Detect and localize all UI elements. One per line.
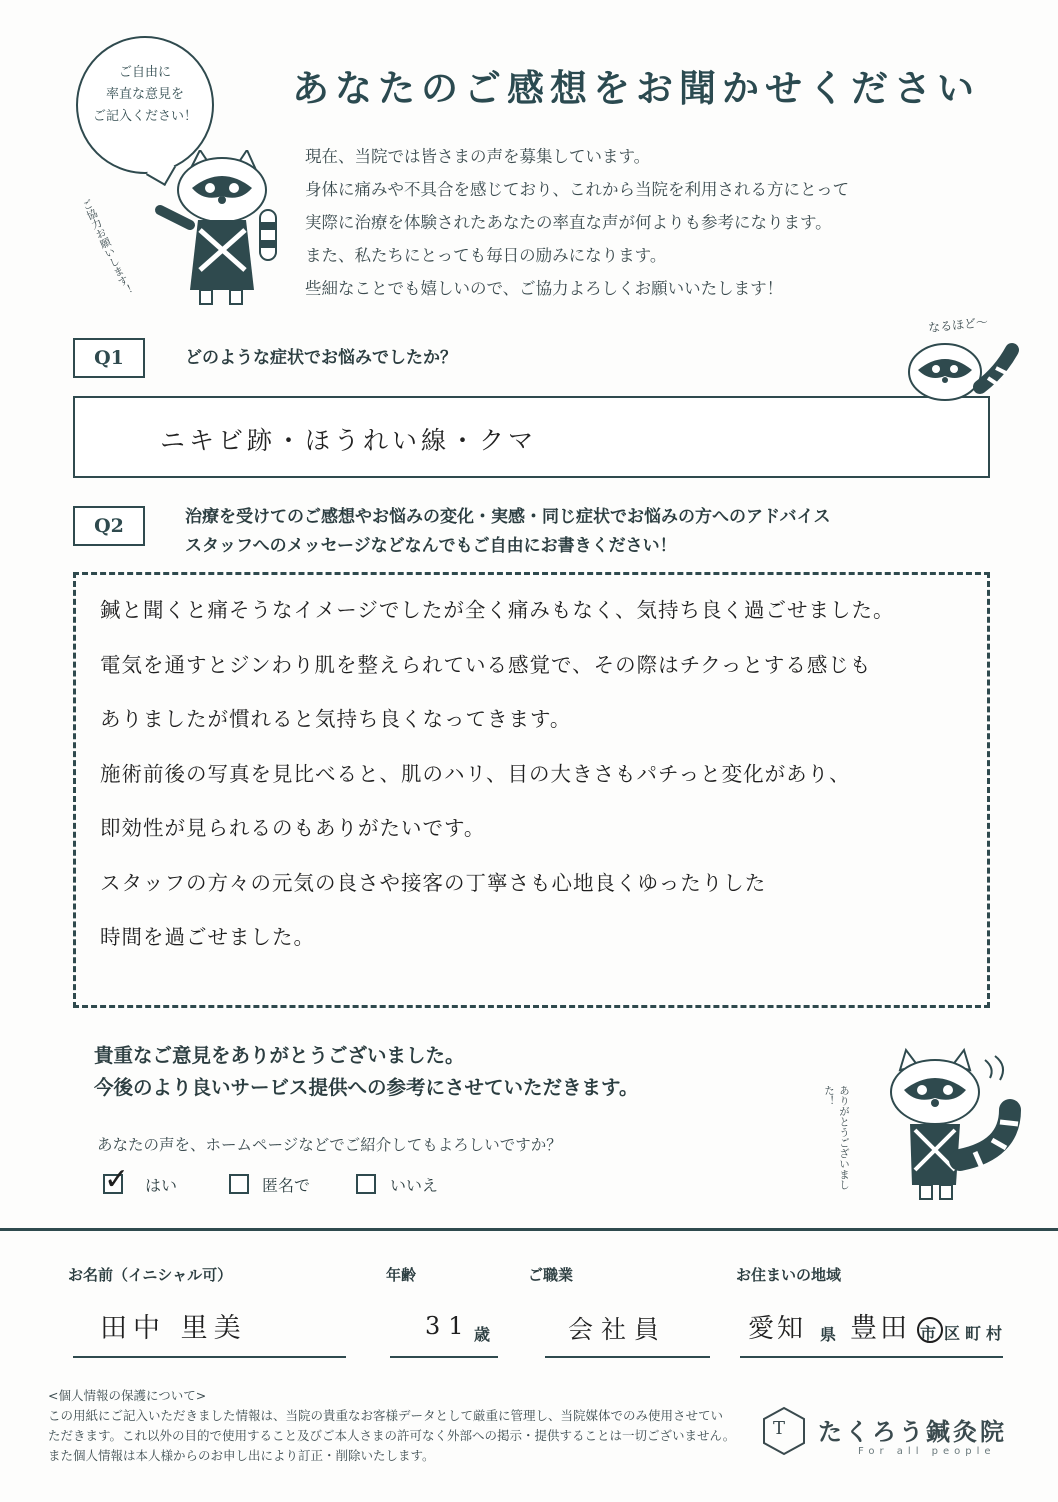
consent-yes-label: はい: [145, 1176, 178, 1195]
city-type-option[interactable]: 村: [986, 1324, 1003, 1343]
intro-line: 現在、当院では皆さまの声を募集しています。: [305, 147, 651, 166]
q2-answer-line: 電気を通すとジンわり肌を整えられている感覚で、その際はチクっとする感じも: [100, 652, 872, 677]
area-field[interactable]: [740, 1356, 1003, 1358]
intro-text: [305, 140, 849, 305]
side-note: ご協力お願いします！: [79, 197, 135, 298]
age-value: 31: [425, 1312, 472, 1340]
job-value: 会社員: [568, 1315, 668, 1344]
age-field[interactable]: [390, 1356, 498, 1358]
city-type-option[interactable]: 町: [965, 1324, 982, 1343]
thanks-line: 今後のより良いサービス提供への参考にさせていただきます。: [94, 1076, 639, 1099]
area-label: お住まいの地域: [736, 1266, 842, 1284]
q2-answer-line: 即効性が見られるのもありがたいです。: [100, 816, 486, 840]
q2-question: [185, 503, 831, 561]
brand-tagline: For all people: [858, 1446, 996, 1457]
consent-anonymous-checkbox[interactable]: [229, 1174, 249, 1194]
intro-line: 些細なことでも嬉しいので、ご協力よろしくお願いいたします！: [305, 279, 784, 298]
city-type-option[interactable]: 区: [944, 1324, 961, 1343]
prefecture-unit: 県: [820, 1325, 837, 1344]
intro-line: また、私たちにとっても毎日の励みになります。: [305, 246, 667, 265]
check-mark-icon: ✓: [104, 1162, 130, 1197]
q1-label: Q1: [73, 338, 145, 378]
job-label: ご職業: [528, 1266, 574, 1284]
privacy-line: ただきます。これ以外の目的で使用すること及びご本人さまの許可なく外部への掲示・提供することは一切ございません。: [48, 1428, 736, 1443]
name-label: お名前（イニシャル可）: [68, 1266, 233, 1284]
age-label: 年齢: [386, 1266, 417, 1284]
raccoon-mascot-icon: [150, 150, 290, 310]
bubble-line: ご記入ください！: [92, 109, 197, 124]
thanks-line: 貴重なご意見をありがとうございました。: [94, 1044, 465, 1067]
consent-no-label: いいえ: [390, 1176, 439, 1195]
intro-line: 身体に痛みや不具合を感じており、これから当院を利用される方にとって: [305, 180, 850, 199]
consent-question: あなたの声を、ホームページなどでご紹介してもよろしいですか？: [97, 1136, 562, 1154]
bubble-line: ご自由に: [118, 65, 171, 80]
name-value: 田中 里美: [100, 1313, 247, 1344]
q2-question-line: スタッフへのメッセージなどなんでもご自由にお書きください！: [185, 536, 677, 556]
q2-answer-line: 時間を過ごせました。: [100, 925, 315, 949]
q1-answer: ニキビ跡・ほうれい線・クマ: [160, 426, 538, 455]
name-field[interactable]: [73, 1356, 346, 1358]
prefecture-value: 愛知: [748, 1314, 807, 1344]
mascot-note: なるほど〜: [927, 314, 989, 336]
mascot-note: ありがとうございました！: [823, 1085, 850, 1190]
thanks-message: [94, 1040, 638, 1104]
peeking-raccoon-icon: [900, 332, 1025, 402]
q2-question-line: 治療を受けてのご感想やお悩みの変化・実感・同じ症状でお悩みの方へのアドバイス: [185, 507, 831, 527]
privacy-line: この用紙にご記入いただきました情報は、当院の貴重なお客様データとして厳重に管理し、当院媒体でのみ使用させてい: [48, 1408, 724, 1423]
section-divider: [0, 1228, 1058, 1231]
bowing-raccoon-icon: [860, 1040, 1030, 1210]
intro-line: 実際に治療を体験されたあなたの率直な声が何よりも参考になります。: [305, 213, 832, 232]
consent-no-checkbox[interactable]: [356, 1174, 376, 1194]
q2-answer-line: 施術前後の写真を見比べると、肌のハリ、目の大きさもパチっと変化があり、: [100, 761, 851, 786]
q2-label: Q2: [73, 506, 145, 546]
city-value: 豊田: [850, 1313, 910, 1344]
consent-anonymous-label: 匿名で: [262, 1176, 311, 1195]
city-type-option[interactable]: 市: [920, 1324, 937, 1343]
page-title: あなたのご感想をお聞かせください: [292, 67, 980, 110]
q2-answer: [100, 583, 894, 965]
privacy-heading: <個人情報の保護について>: [48, 1388, 207, 1403]
q2-answer-line: スタッフの方々の元気の良さや接客の丁寧さも心地良くゆったりした: [100, 870, 767, 895]
age-unit: 歳: [474, 1325, 491, 1344]
job-field[interactable]: [545, 1356, 710, 1358]
brand-name: たくろう鍼灸院: [818, 1418, 1007, 1446]
privacy-line: また個人情報は本人様からのお申し出により訂正・削除いたします。: [48, 1448, 435, 1463]
q2-answer-line: ありましたが慣れると気持ち良くなってきます。: [100, 707, 572, 731]
q1-question: どのような症状でお悩みでしたか？: [185, 348, 457, 368]
brand-mark: T: [773, 1418, 786, 1439]
q2-answer-line: 鍼と聞くと痛そうなイメージでしたが全く痛みもなく、気持ち良く過ごせました。: [100, 598, 895, 622]
bubble-line: 率直な意見を: [105, 87, 184, 102]
